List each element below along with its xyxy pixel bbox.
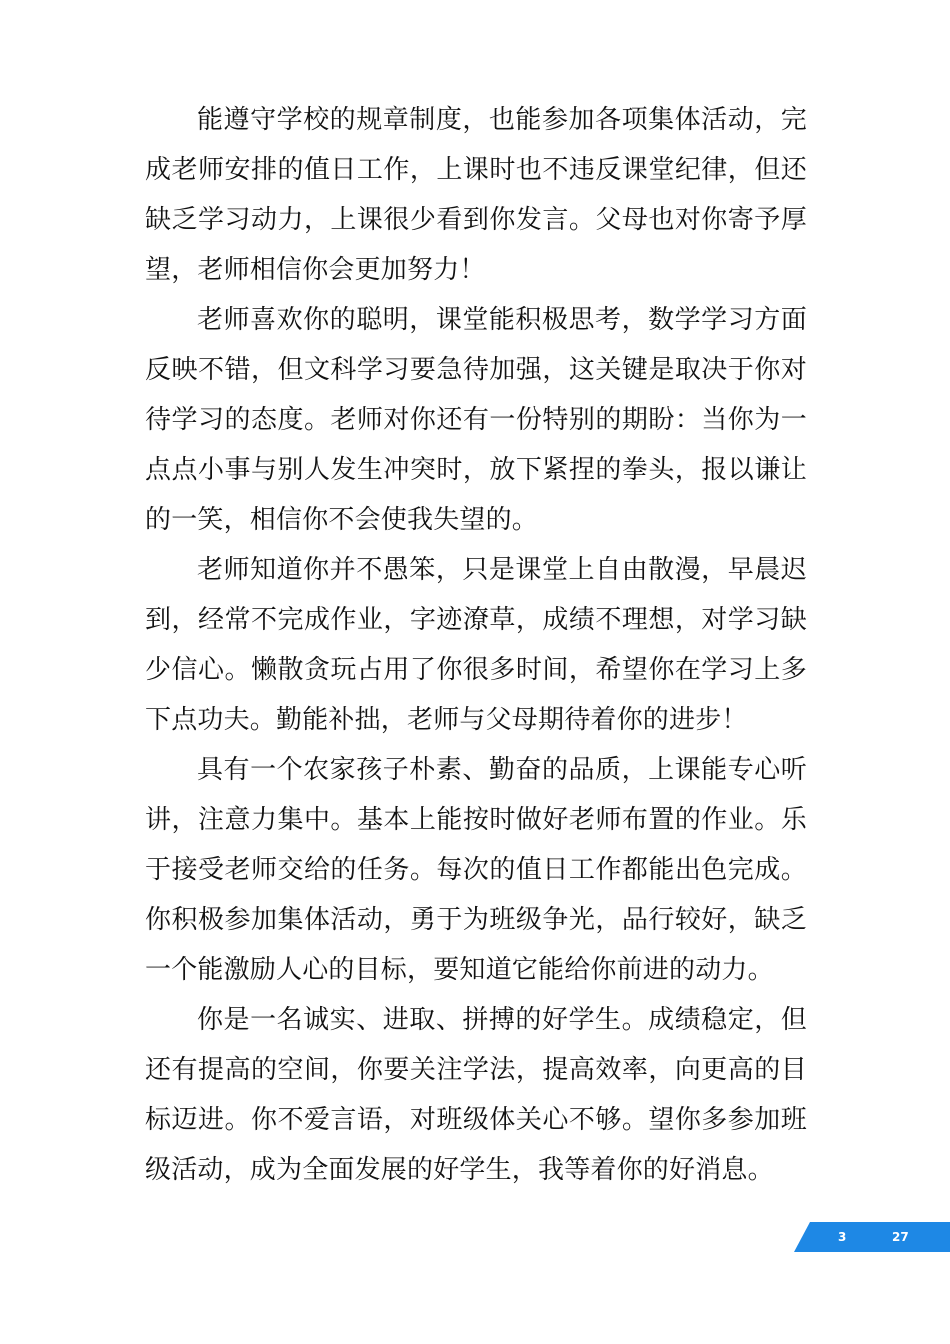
current-page-number: 3 xyxy=(838,1230,847,1244)
page-number-banner-shape xyxy=(794,1222,950,1252)
paragraph-5: 你是一名诚实、进取、拼搏的好学生。成绩稳定，但还有提高的空间，你要关注学法，提高效率，向更高的目标迈进。你不爱言语，对班级体关心不够。望你多参加班级活动，成为全面发展的好学生，我等着你的好消息。 xyxy=(145,1005,807,1185)
paragraph-3: 老师知道你并不愚笨，只是课堂上自由散漫，早晨迟到，经常不完成作业，字迹潦草，成绩不理想，对学习缺少信心。懒散贪玩占用了你很多时间，希望你在学习上多下点功夫。勤能补拙，老师与父母期待着你的进步！ xyxy=(145,555,807,735)
page-number-bar xyxy=(794,1222,950,1252)
total-page-count: 27 xyxy=(892,1230,909,1244)
paragraph-2: 老师喜欢你的聪明，课堂能积极思考，数学学习方面反映不错，但文科学习要急待加强，这关键是取决于你对待学习的态度。老师对你还有一份特别的期盼：当你为一点点小事与别人发生冲突时，放下紧捏的拳头，报以谦让的一笑，相信你不会使我失望的。 xyxy=(145,305,807,535)
document-body xyxy=(145,95,807,1195)
paragraph-4: 具有一个农家孩子朴素、勤奋的品质，上课能专心听讲，注意力集中。基本上能按时做好老师布置的作业。乐于接受老师交给的任务。每次的值日工作都能出色完成。你积极参加集体活动，勇于为班级争光，品行较好，缺乏一个能激励人心的目标，要知道它能给你前进的动力。 xyxy=(145,755,807,985)
paragraph-1: 能遵守学校的规章制度，也能参加各项集体活动，完成老师安排的值日工作，上课时也不违反课堂纪律，但还缺乏学习动力，上课很少看到你发言。父母也对你寄予厚望，老师相信你会更加努力！ xyxy=(145,105,807,285)
